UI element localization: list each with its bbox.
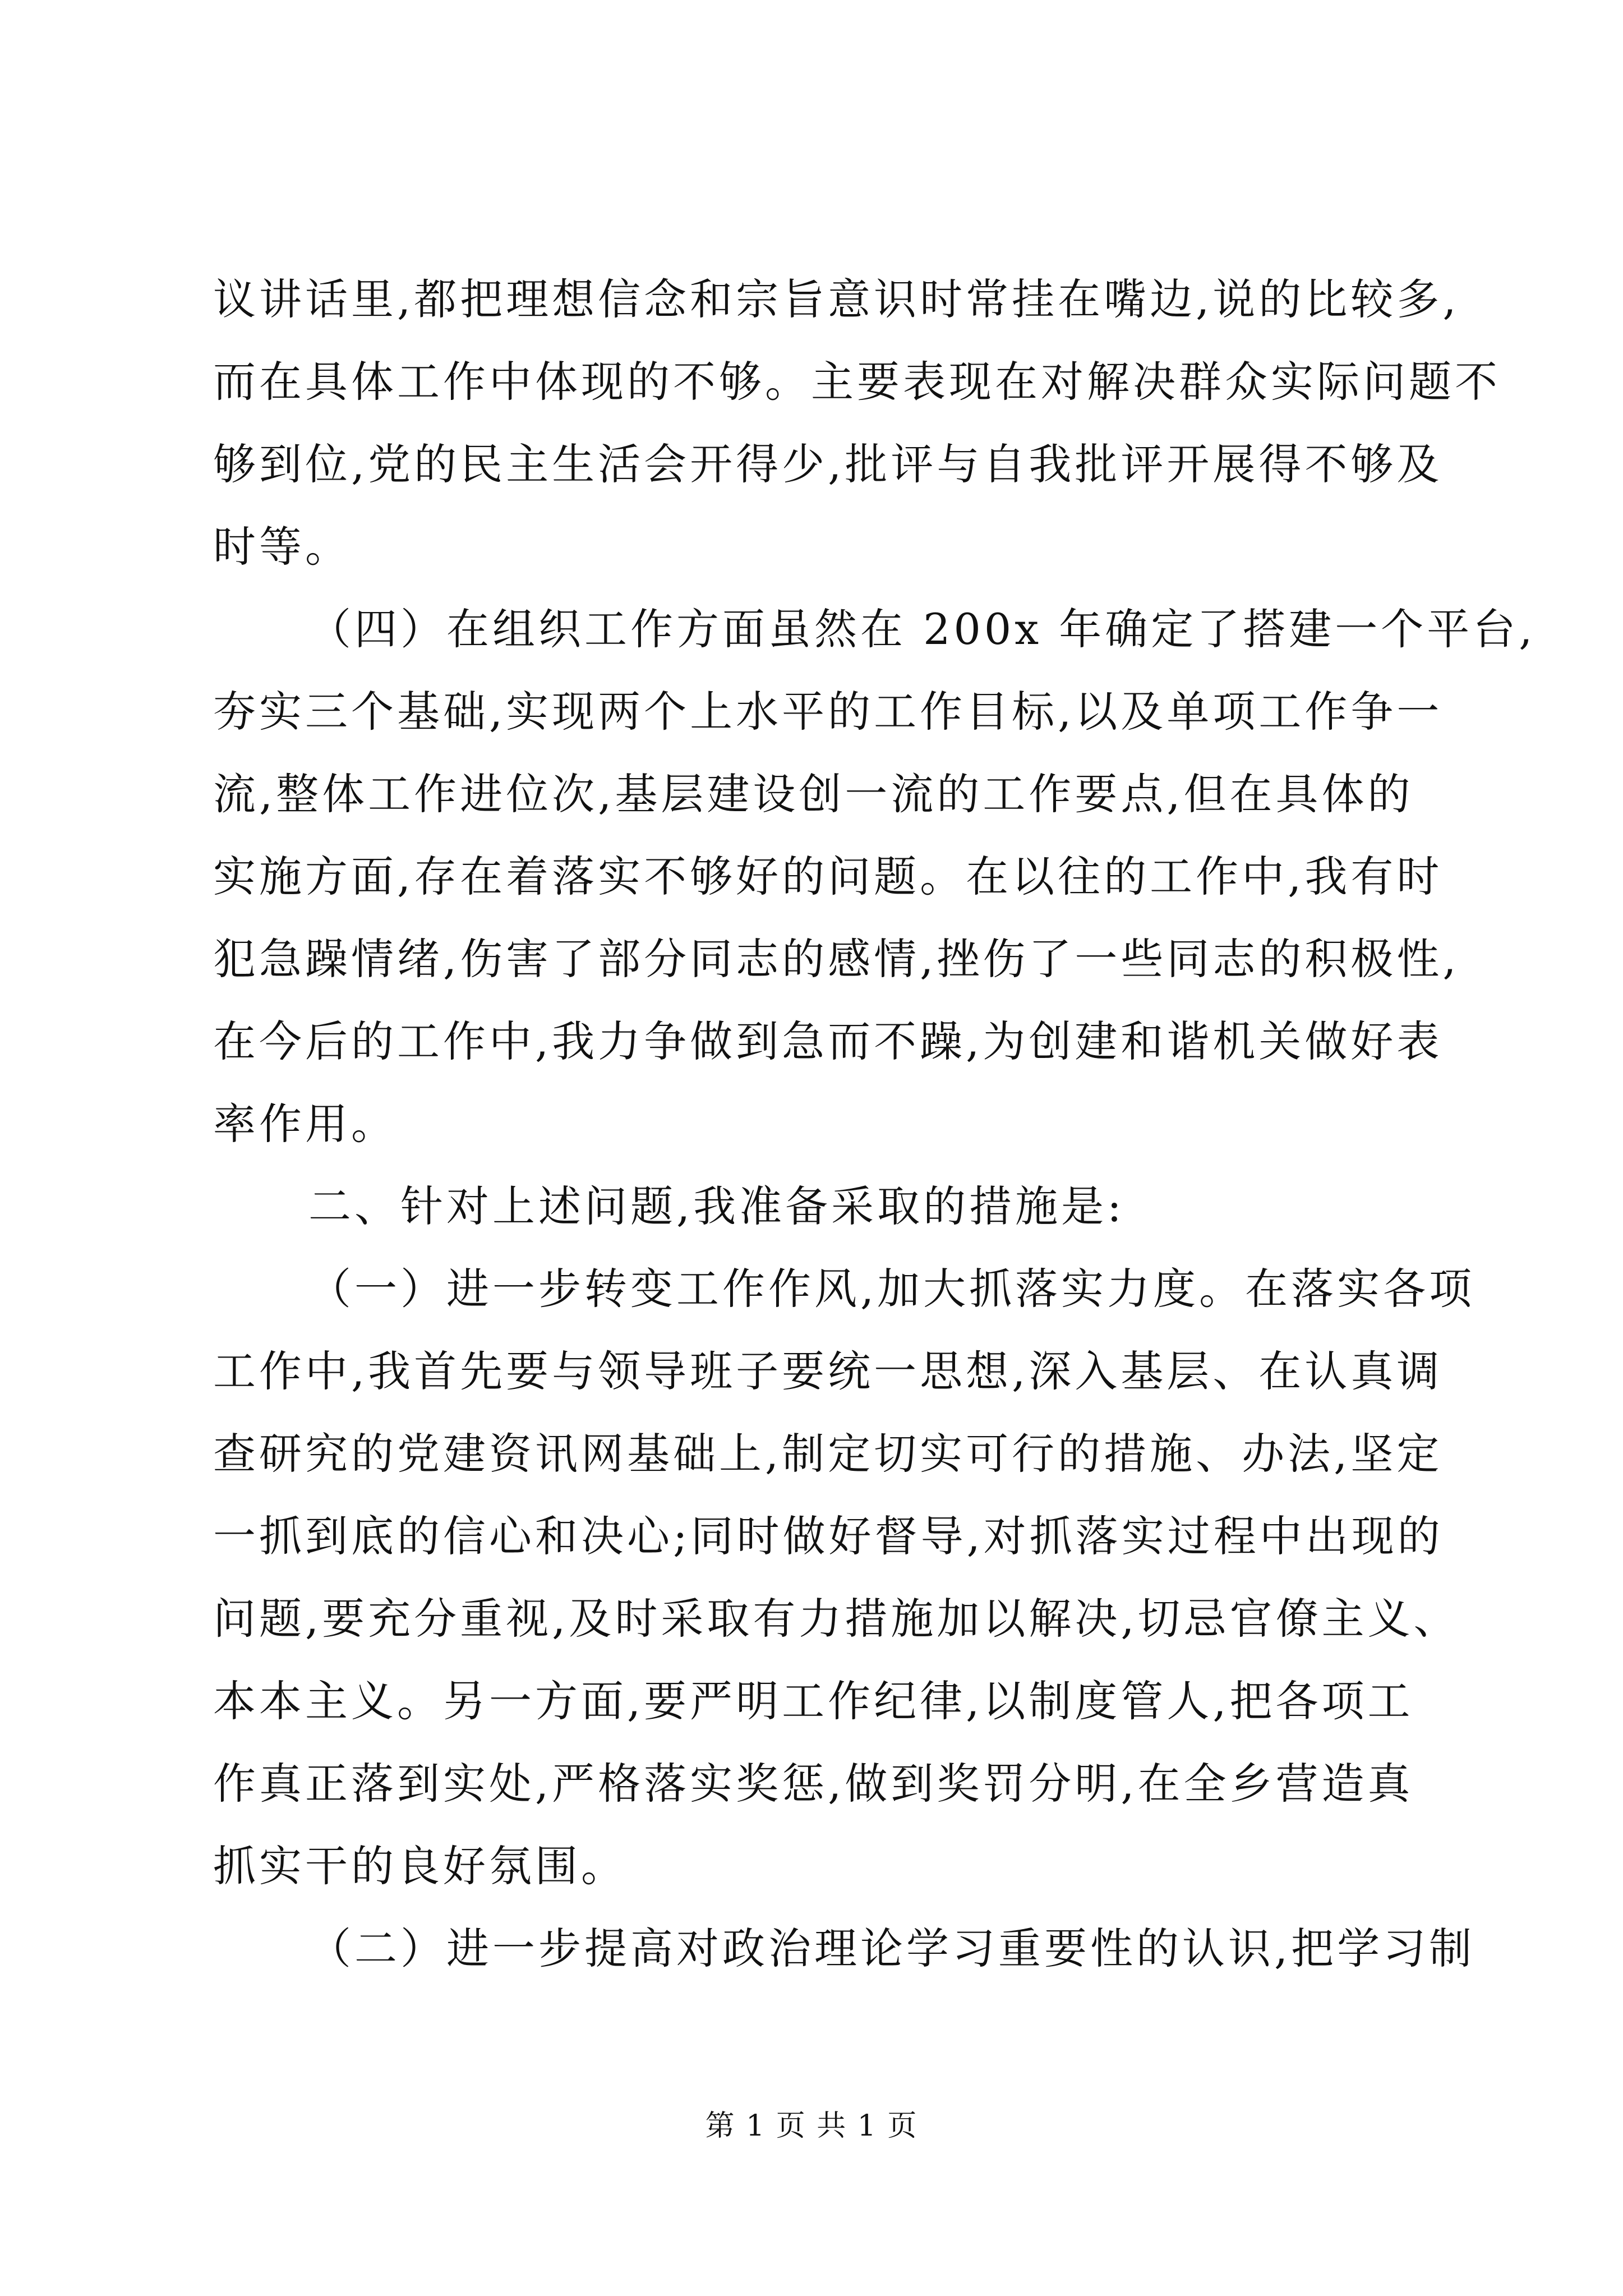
text-line: 率作用。 — [213, 1099, 397, 1149]
text-line: 工作中,我首先要与领导班子要统一思想,深入基层、在认真调 — [213, 1346, 1443, 1396]
text-line: （一）进一步转变工作作风,加大抓落实力度。在落实各项 — [308, 1264, 1476, 1314]
text-line: 实施方面,存在着落实不够好的问题。在以往的工作中,我有时 — [213, 852, 1443, 901]
text-line: （四）在组织工作方面虽然在 200x 年确定了搭建一个平台, — [308, 604, 1536, 654]
document-body — [213, 258, 1536, 1990]
text-line: 在今后的工作中,我力争做到急而不躁,为创建和谐机关做好表 — [213, 1016, 1443, 1066]
text-line: 夯实三个基础,实现两个上水平的工作目标,以及单项工作争一 — [213, 687, 1443, 737]
text-line: 够到位,党的民主生活会开得少,批评与自我批评开展得不够及 — [213, 439, 1443, 489]
text-line: 一抓到底的信心和决心;同时做好督导,对抓落实过程中出现的 — [213, 1511, 1444, 1561]
text-line: 议讲话里,都把理想信念和宗旨意识时常挂在嘴边,说的比较多, — [213, 274, 1460, 324]
text-line: （二）进一步提高对政治理论学习重要性的认识,把学习制 — [308, 1924, 1476, 1973]
text-line: 问题,要充分重视,及时采取有力措施加以解决,切忌官僚主义、 — [213, 1594, 1460, 1644]
text-line: 犯急躁情绪,伤害了部分同志的感情,挫伤了一些同志的积极性, — [213, 934, 1460, 984]
text-line: 查研究的党建资讯网基础上,制定切实可行的措施、办法,坚定 — [213, 1429, 1443, 1479]
text-line: 时等。 — [213, 522, 351, 572]
text-line: 流,整体工作进位次,基层建设创一流的工作要点,但在具体的 — [213, 769, 1414, 819]
text-line: 而在具体工作中体现的不够。主要表现在对解决群众实际问题不 — [213, 357, 1501, 407]
page-footer: 第 1 页 共 1 页 — [705, 2109, 918, 2143]
text-line: 本本主义。另一方面,要严明工作纪律,以制度管人,把各项工 — [213, 1676, 1414, 1726]
text-line: 作真正落到实处,严格落实奖惩,做到奖罚分明,在全乡营造真 — [213, 1759, 1414, 1809]
text-line: 抓实干的良好氛围。 — [213, 1841, 627, 1891]
text-line: 二、针对上述问题,我准备采取的措施是: — [308, 1181, 1125, 1231]
